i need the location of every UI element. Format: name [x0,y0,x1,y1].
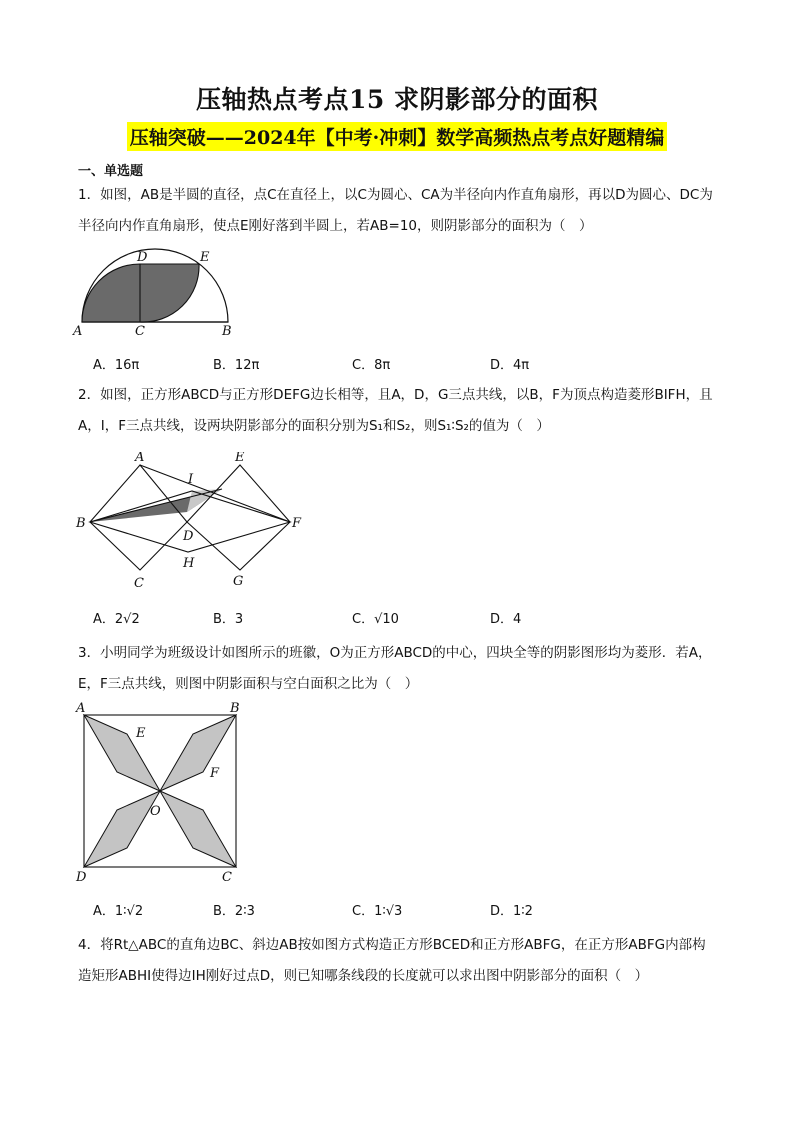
option-c[interactable]: C．1∶√3 [352,904,403,919]
label-b: B [222,324,232,339]
label-f: F [210,766,220,781]
label-c: C [222,870,232,885]
question-2-text: 2．如图，正方形ABCD与正方形DEFG边长相等，且A，D，G三点共线，以B，F为顶点构造菱形BIFH，且A，I，F三点共线，设两块阴影部分的面积分别为S₁和S₂，则S₁∶S₂的值为（ ） [78,387,713,434]
label-a: A [135,452,145,465]
label-o: O [150,804,161,819]
page-subtitle: 压轴突破——2024年【中考·冲刺】数学高频热点考点好题精编 [127,122,668,151]
option-a[interactable]: A．16π [93,358,140,373]
label-e: E [200,250,210,265]
label-d: D [76,870,87,885]
shaded-region-s2 [187,489,222,512]
label-d: D [137,250,148,265]
option-c[interactable]: C．√10 [352,612,399,627]
rhombi-group [84,715,236,867]
rhombus-top-right [160,715,236,791]
option-a[interactable]: A．1∶√2 [93,904,144,919]
question-1-text: 1．如图，AB是半圆的直径，点C在直径上，以C为圆心、CA为半径向内作直角扇形，再以D为圆心、DC为半径向内作直角扇形，使点E刚好落到半圆上，若AB=10，则阴影部分的面积为（ ） [78,187,713,234]
label-h: H [183,556,195,571]
label-b: B [76,516,86,531]
option-b[interactable]: B．12π [213,358,260,373]
question-3-figure [72,700,244,886]
option-b[interactable]: B．3 [213,612,244,627]
label-d: D [183,529,194,544]
section-heading: 一、单选题 [78,164,144,179]
label-c: C [134,576,144,591]
label-i: I [188,472,194,487]
option-a[interactable]: A．2√2 [93,612,140,627]
option-d[interactable]: D．4π [490,358,530,373]
subtitle-container [0,122,794,151]
label-f: F [292,516,302,531]
label-e: E [235,452,245,465]
option-b[interactable]: B．2∶3 [213,904,255,919]
label-g: G [233,574,244,589]
label-a: A [73,324,83,339]
label-b: B [230,701,240,716]
label-c: C [135,324,145,339]
question-3-text: 3．小明同学为班级设计如图所示的班徽，O为正方形ABCD的中心，四块全等的阴影图形均为菱形．若A，E，F三点共线，则图中阴影面积与空白面积之比为（ ） [78,645,712,692]
rhombus-bottom-right [160,791,236,867]
option-c[interactable]: C．8π [352,358,391,373]
label-a: A [76,701,86,716]
question-2-figure [70,452,310,594]
question-3-options [78,900,718,920]
question-1-options [78,354,718,374]
question-4-text: 4．将Rt△ABC的直角边BC、斜边AB按如图方式构造正方形BCED和正方形ABFG，在正方形ABFG内部构造矩形ABHI使得边IH刚好过点D，则已知哪条线段的长度就可以求出图中阴影部分的面积（ ） [78,937,706,984]
page-title: 压轴热点考点15 求阴影部分的面积 [196,85,598,114]
question-2-options [78,608,718,628]
option-d[interactable]: D．1∶2 [490,904,533,919]
option-d[interactable]: D．4 [490,612,522,627]
question-1-figure [72,248,242,340]
label-e: E [136,726,146,741]
rhombus-bottom-left [84,791,160,867]
rhombus-top-left [84,715,160,791]
